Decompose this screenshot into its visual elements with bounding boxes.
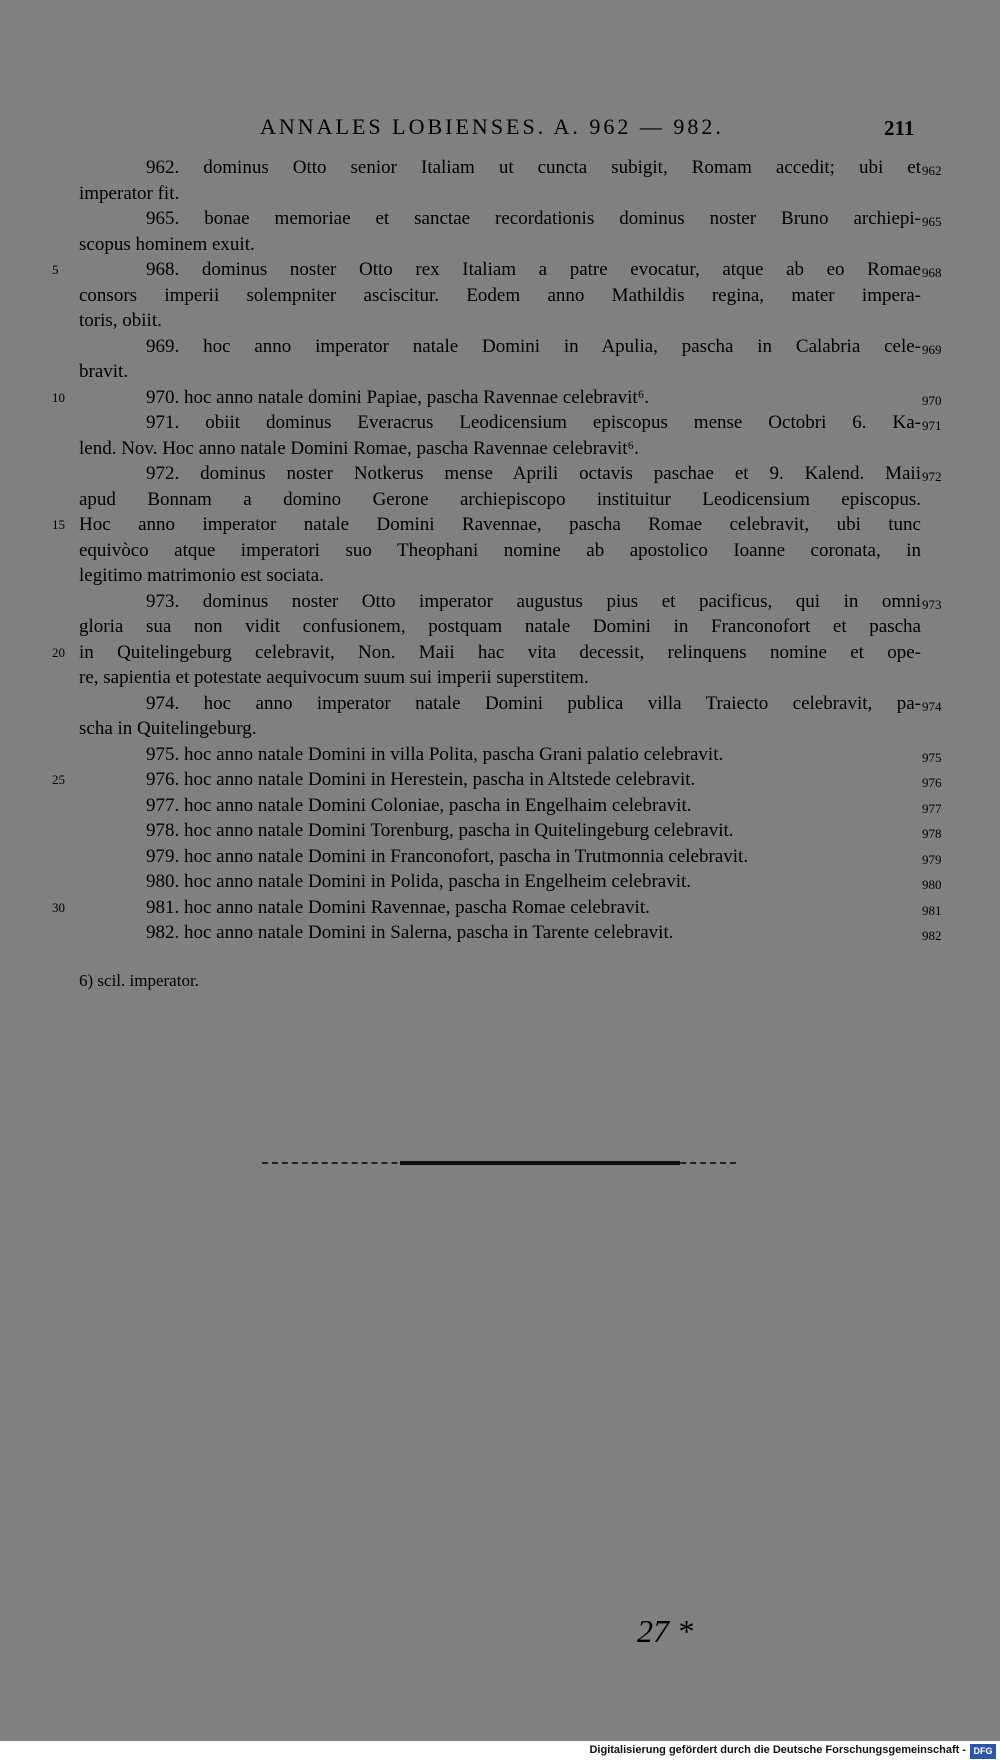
text-line [0,691,1000,717]
margin-year: 962 [922,163,942,178]
entry-text: dominus noster Notkerus mense Aprili octavis paschae et 9. Kalend. Maii [179,463,921,484]
entry-text: hoc anno natale Domini in Herestein, pascha in Altstede celebravit. [179,769,696,790]
text-line [0,461,1000,487]
line-text [79,563,324,589]
text-line [0,334,1000,360]
text-line [0,920,1000,946]
line-text [79,487,921,513]
year-entry: 972. [146,463,180,484]
margin-year: 976 [922,775,942,790]
entry-text: hoc anno natale Domini in Salerna, pascha in Tarente celebravit. [179,922,674,943]
entry-text: scha in Quitelingeburg. [79,718,257,739]
margin-year: 975 [922,749,942,765]
margin-year: 973 [922,596,942,612]
text-line [0,895,1000,921]
line-text [146,742,723,768]
entry-text: hoc anno natale Domini Coloniae, pascha in Engelhaim celebravit. [179,794,692,816]
text-line [0,257,1000,283]
line-text [79,359,128,385]
entry-text: hoc anno imperator natale Domini publica villa Traiecto celebravit, pa- [179,692,921,714]
entry-text: lend. Nov. Hoc anno natale Domini Romae, pascha Ravennae celebravit⁶. [79,437,639,459]
line-text [146,385,649,411]
text-line [0,181,1000,207]
year-entry: 978. [146,820,180,841]
footnote: 6) scil. imperator. [79,971,199,990]
text-line [0,512,1000,538]
year-entry: 969. [146,335,180,357]
text-line [0,844,1000,870]
line-text [146,334,921,360]
text-line [0,614,1000,640]
line-text [79,308,162,334]
year-entry: 982. [146,922,180,943]
entry-text: Hoc anno imperator natale Domini Ravennae, pascha Romae celebravit, ubi tunc [79,514,921,535]
text-line [0,640,1000,666]
entry-text: hoc anno imperator natale Domini in Apulia, pascha in Calabria cele- [179,335,921,357]
entry-text: hoc anno natale Domini Torenburg, pascha in Quitelingeburg celebravit. [179,820,734,841]
entry-text: in Quitelingeburg celebravit, Non. Maii hac vita decessit, relinquens nomine et ope- [79,641,921,663]
text-line [0,232,1000,258]
line-text [146,920,674,946]
line-text [79,436,639,462]
text-line [0,665,1000,691]
year-entry: 980. [146,871,180,892]
entry-text: hoc anno natale Domini in Polida, pascha in Engelheim celebravit. [179,871,692,892]
line-text [146,818,734,844]
margin-year: 974 [922,698,942,714]
margin-year: 981 [922,902,942,918]
margin-year: 972 [922,469,942,484]
text-line [0,385,1000,411]
text-line [0,589,1000,615]
year-entry: 970. [146,386,180,408]
line-text [146,869,691,895]
text-line [0,206,1000,232]
text-line [0,538,1000,564]
line-text [79,665,589,691]
entry-text: bravit. [79,361,129,382]
margin-year: 979 [922,851,942,867]
year-entry: 974. [146,692,180,714]
line-text [79,614,921,640]
year-entry: 962. [146,157,180,178]
line-text [146,844,748,870]
year-entry: 979. [146,845,180,867]
text-line [0,410,1000,436]
entry-text: hoc anno natale Domini Ravennae, pascha Romae celebravit. [179,896,650,918]
line-number: 15 [52,517,65,532]
margin-year: 980 [922,877,942,892]
text-line [0,793,1000,819]
entry-text: re, sapientia et potestate aequivocum suum sui imperii superstitem. [79,667,589,688]
text-line [0,563,1000,589]
line-text [146,793,692,819]
text-line [0,487,1000,513]
year-entry: 973. [146,590,180,612]
entry-text: dominus noster Otto rex Italiam a patre evocatur, atque ab eo Romae [179,259,921,280]
footer-credit: Digitalisierung gefördert durch die Deutsche Forschungsgemeinschaft - [589,1744,966,1756]
entry-text: scopus hominem exuit. [79,233,255,255]
margin-year: 969 [922,341,942,357]
year-entry: 981. [146,896,180,918]
entry-text: legitimo matrimonio est sociata. [79,565,324,586]
end-rule-bold [400,1161,680,1165]
line-text [146,589,921,615]
entry-text: obiit dominus Everacrus Leodicensium episcopus mense Octobri 6. Ka- [179,412,921,433]
line-text [79,283,921,309]
text-line [0,436,1000,462]
margin-year: 965 [922,214,942,229]
entry-text: equivòco atque imperatori suo Theophani nomine ab apostolico Ioanne coronata, in [79,539,921,561]
year-entry: 965. [146,208,180,229]
page-header [0,112,1000,142]
running-title: ANNALES LOBIENSES. A. 962 — 982. [260,114,724,139]
entry-text: dominus noster Otto imperator augustus pius et pacificus, qui in omni [179,590,921,612]
year-entry: 977. [146,794,180,816]
year-entry: 971. [146,412,180,433]
entry-text: imperator fit. [79,182,180,204]
entry-text: toris, obiit. [79,310,162,331]
line-text [146,895,650,921]
text-line [0,308,1000,334]
margin-year: 970 [922,392,942,408]
entry-text: hoc anno natale Domini in villa Polita, pascha Grani palatio celebravit. [179,743,724,765]
line-number: 25 [52,772,65,787]
margin-year: 978 [922,826,942,841]
margin-year: 982 [922,928,942,943]
line-text [79,716,256,742]
text-line [0,359,1000,385]
digitization-footer [0,1741,1000,1763]
line-text [79,538,921,564]
text-line [0,283,1000,309]
entry-text: dominus Otto senior Italiam ut cuncta subigit, Romam accedit; ubi et [179,157,921,178]
line-text [146,257,921,283]
line-text [146,410,921,436]
page-number: 211 [884,116,915,140]
line-number: 10 [52,389,65,405]
annals-text [0,155,1000,946]
text-line [0,767,1000,793]
entry-text: hoc anno natale Domini in Franconofort, pascha in Trutmonnia celebravit. [179,845,749,867]
line-text [146,155,921,181]
line-text [146,767,695,793]
line-text [79,181,179,207]
dfg-logo: DFG [970,1744,996,1759]
year-entry: 975. [146,743,180,765]
signature-mark: 27 * [637,1613,693,1649]
text-line [0,742,1000,768]
year-entry: 976. [146,769,180,790]
line-number: 5 [52,262,59,277]
entry-text: bonae memoriae et sanctae recordationis dominus noster Bruno archiepi- [179,208,921,229]
text-line [0,155,1000,181]
line-text [79,232,255,258]
margin-year: 977 [922,800,942,816]
year-entry: 968. [146,259,180,280]
text-line [0,716,1000,742]
text-line [0,869,1000,895]
entry-text: consors imperii solempniter asciscitur. Eodem anno Mathildis regina, mater impera- [79,284,921,306]
line-number: 30 [52,899,65,915]
line-text [146,461,921,487]
line-text [146,206,921,232]
line-number: 20 [52,644,65,660]
entry-text: hoc anno natale domini Papiae, pascha Ravennae celebravit⁶. [179,386,650,408]
margin-year: 971 [922,418,942,433]
entry-text: gloria sua non vidit confusionem, postquam natale Domini in Franconofort et pascha [79,616,921,637]
text-line [0,818,1000,844]
margin-year: 968 [922,265,942,280]
line-text [79,640,921,666]
line-text [146,691,921,717]
entry-text: apud Bonnam a domino Gerone archiepiscopo instituitur Leodicensium episcopus. [79,488,921,510]
line-text [79,512,921,538]
